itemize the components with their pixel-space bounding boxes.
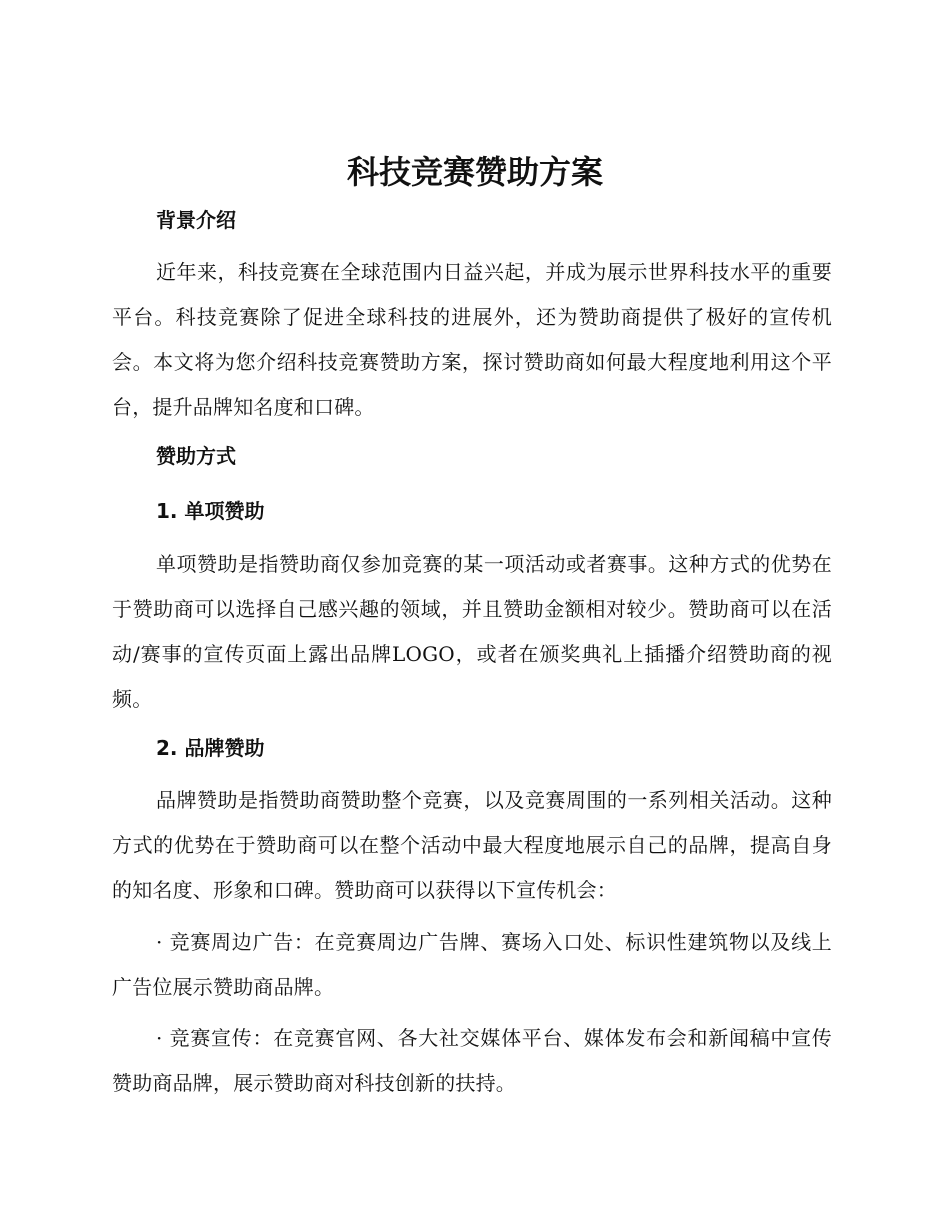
paragraph-brand-sponsorship: 品牌赞助是指赞助商赞助整个竞赛，以及竞赛周围的一系列相关活动。这种方式的优势在于赞助商可以在整个活动中最大程度地展示自己的品牌，提高自身的知名度、形象和口碑。赞助商可以获得以下宣传机会：	[112, 788, 832, 902]
section-heading-brand-sponsorship: 2. 品牌赞助	[156, 736, 265, 760]
paragraph-single-item-sponsorship: 单项赞助是指赞助商仅参加竞赛的某一项活动或者赛事。这种方式的优势在于赞助商可以选择自己感兴趣的领域，并且赞助金额相对较少。赞助商可以在活动/赛事的宣传页面上露出品牌LOGO，或者在颁奖典礼上插播介绍赞助商的视频。	[112, 552, 832, 711]
section-heading-single-item-sponsorship: 1. 单项赞助	[156, 499, 265, 523]
section-heading-background: 背景介绍	[156, 208, 236, 232]
section-heading-sponsorship-methods: 赞助方式	[156, 444, 236, 468]
bullet-item-peripheral-ads: · 竞赛周边广告：在竞赛周边广告牌、赛场入口处、标识性建筑物以及线上广告位展示赞助商品牌。	[112, 930, 832, 999]
paragraph-background: 近年来，科技竞赛在全球范围内日益兴起，并成为展示世界科技水平的重要平台。科技竞赛除了促进全球科技的进展外，还为赞助商提供了极好的宣传机会。本文将为您介绍科技竞赛赞助方案，探讨赞助商如何最大程度地利用这个平台，提升品牌知名度和口碑。	[112, 260, 832, 419]
document-title: 科技竞赛赞助方案	[346, 153, 603, 191]
bullet-item-competition-promotion: · 竞赛宣传：在竞赛官网、各大社交媒体平台、媒体发布会和新闻稿中宣传赞助商品牌，展示赞助商对科技创新的扶持。	[112, 1026, 832, 1095]
